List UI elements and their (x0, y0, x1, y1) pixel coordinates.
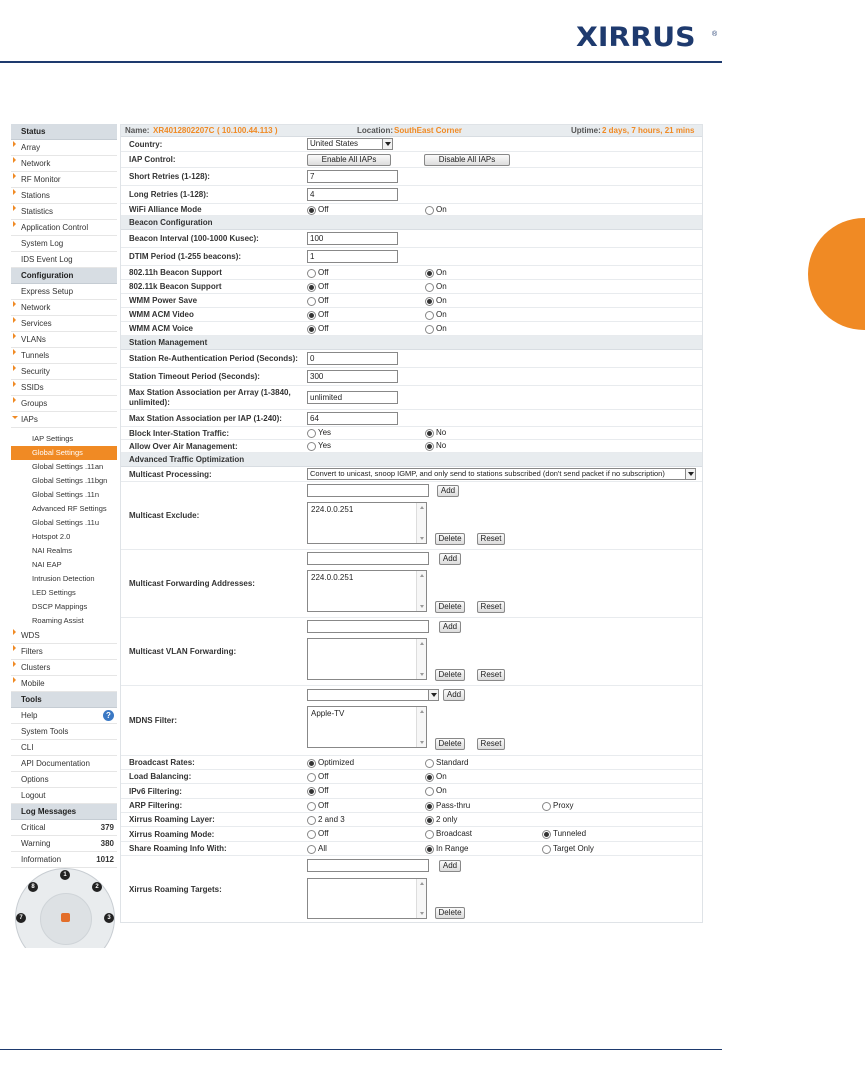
share-roam-label: Share Roaming Info With: (129, 844, 227, 853)
roam-layer-2and3-radio[interactable]: 2 and 3 (307, 815, 345, 825)
timeout-input[interactable]: 300 (307, 370, 398, 383)
sidebar-item-label: Groups (21, 399, 48, 408)
share-roam-target-radio[interactable]: Target Only (542, 844, 594, 854)
sidebar-item-label: Clusters (21, 663, 51, 672)
mc-exclude-delete-button[interactable]: Delete (435, 533, 465, 545)
sidebar-section-tools (11, 692, 117, 708)
mdns-delete-button[interactable]: Delete (435, 738, 465, 750)
mc-exclude-add-button[interactable]: Add (437, 485, 459, 497)
mdns-select[interactable] (307, 689, 439, 701)
sidebar-item-label: SSIDs (21, 383, 44, 392)
sidebar-item-network[interactable] (11, 300, 117, 316)
iap-8-indicator[interactable]: 8 (28, 882, 38, 892)
mc-vlan-input[interactable] (307, 620, 429, 633)
beacon-interval-label: Beacon Interval (100-1000 Kusec): (129, 234, 259, 243)
scrollbar[interactable] (416, 571, 426, 611)
sidebar-item-label: IDS Event Log (21, 255, 73, 264)
help-icon[interactable]: ? (103, 710, 114, 721)
mc-vlan-delete-button[interactable]: Delete (435, 669, 465, 681)
sidebar-subitem-advanced-rf-settings[interactable]: Advanced RF Settings (11, 502, 117, 516)
scrollbar[interactable] (416, 639, 426, 679)
mc-exclude-label: Multicast Exclude: (129, 511, 200, 520)
wmm-voice-off-radio[interactable]: Off (307, 324, 329, 334)
log-count: 1012 (96, 855, 114, 864)
short-retries-input[interactable]: 7 (307, 170, 398, 183)
mc-exclude-row (121, 482, 702, 550)
b80211k-on-radio[interactable]: On (425, 282, 447, 292)
sidebar-subitem-led-settings[interactable]: LED Settings (11, 586, 117, 600)
ipv6-off-radio[interactable]: Off (307, 786, 329, 796)
mc-vlan-list[interactable] (307, 638, 427, 680)
mc-exclude-item: 224.0.0.251 (311, 505, 354, 514)
mdns-reset-button[interactable]: Reset (477, 738, 505, 750)
sidebar-item-label: Tools (21, 695, 42, 704)
enable-all-iaps-button[interactable]: Enable All IAPs (307, 154, 391, 166)
max-array-input[interactable]: unlimited (307, 391, 398, 404)
b80211h-on-radio[interactable]: On (425, 268, 447, 278)
timeout-label: Station Timeout Period (Seconds): (129, 372, 260, 381)
sidebar-item-mobile[interactable] (11, 676, 117, 692)
beacon-interval-row (121, 230, 702, 248)
max-array-row (121, 386, 702, 410)
reauth-row (121, 350, 702, 368)
broadcast-row (121, 756, 702, 770)
mc-processing-select[interactable] (307, 468, 696, 480)
sidebar-item-label: CLI (21, 743, 34, 752)
broadcast-optimized-radio[interactable]: Optimized (307, 758, 354, 768)
sidebar-item-services[interactable] (11, 316, 117, 332)
mc-processing-label: Multicast Processing: (129, 469, 212, 479)
share-roam-inrange-radio[interactable]: In Range (425, 844, 468, 854)
array-disc (15, 868, 115, 948)
block-inter-label: Block Inter-Station Traffic: (129, 428, 230, 438)
sidebar-item-label: Network (21, 159, 51, 168)
uptime-value: 2 days, 7 hours, 21 mins (602, 126, 695, 135)
array-image[interactable] (13, 866, 117, 948)
mc-processing-row (121, 467, 702, 482)
load-bal-row (121, 770, 702, 784)
mc-forward-add-button[interactable]: Add (439, 553, 461, 565)
sidebar-section-configuration (11, 268, 117, 284)
sidebar-item-ssids[interactable] (11, 380, 117, 396)
sidebar-item-label: Services (21, 319, 52, 328)
sidebar-item-help[interactable] (11, 708, 117, 724)
arp-off-radio[interactable]: Off (307, 801, 329, 811)
wmm-video-on-radio[interactable]: On (425, 310, 447, 320)
country-select[interactable] (307, 138, 393, 150)
b80211k-label: 802.11k Beacon Support (129, 282, 222, 291)
short-retries-label: Short Retries (1-128): (129, 172, 210, 181)
log-label: Information (21, 855, 62, 864)
mc-vlan-label: Multicast VLAN Forwarding: (129, 647, 237, 656)
wmm-voice-label: WMM ACM Voice (129, 324, 193, 333)
roam-mode-broadcast-radio[interactable]: Broadcast (425, 829, 472, 839)
sidebar-item-application-control[interactable] (11, 220, 117, 236)
sidebar-item-label: Security (21, 367, 50, 376)
sidebar-subitem-nai-eap[interactable]: NAI EAP (11, 558, 117, 572)
iap-2-indicator[interactable]: 2 (92, 882, 102, 892)
sidebar-subitem-dscp-mappings[interactable]: DSCP Mappings (11, 600, 117, 614)
roam-layer-label: Xirrus Roaming Layer: (129, 815, 215, 824)
global-settings-panel (120, 124, 703, 923)
wmm-video-label: WMM ACM Video (129, 310, 194, 319)
sidebar-subitem-global-settings[interactable]: Global Settings (11, 446, 117, 460)
mdns-list[interactable] (307, 706, 427, 748)
sidebar-item-filters[interactable] (11, 644, 117, 660)
sidebar-item-label: Application Control (21, 223, 89, 232)
mc-forward-input[interactable] (307, 552, 429, 565)
block-inter-no-radio[interactable]: No (425, 428, 446, 438)
sidebar-item-clusters[interactable] (11, 660, 117, 676)
short-retries-row (121, 168, 702, 186)
over-air-label: Allow Over Air Management: (129, 441, 238, 451)
over-air-no-radio[interactable]: No (425, 441, 446, 451)
country-label: Country: (129, 139, 163, 149)
country-row (121, 137, 702, 152)
log-critical[interactable] (11, 820, 117, 836)
roam-targets-row (121, 856, 702, 922)
mc-forward-reset-button[interactable]: Reset (477, 601, 505, 613)
array-name: XR4012802207C (153, 126, 215, 135)
wifi-alliance-on-radio[interactable]: On (425, 205, 447, 215)
mc-forward-label: Multicast Forwarding Addresses: (129, 579, 255, 588)
sidebar-item-label: Statistics (21, 207, 54, 216)
sidebar-item-label: WDS (21, 631, 40, 640)
share-roam-all-radio[interactable]: All (307, 844, 327, 854)
roam-targets-label: Xirrus Roaming Targets: (129, 884, 222, 894)
scrollbar[interactable] (416, 879, 426, 918)
sidebar-item-system-tools[interactable] (11, 724, 117, 740)
sidebar-subitem-global-settings-11n[interactable]: Global Settings .11n (11, 488, 117, 502)
sidebar-subitem-hotspot-2-0[interactable]: Hotspot 2.0 (11, 530, 117, 544)
mdns-row (121, 686, 702, 756)
b80211h-label: 802.11h Beacon Support (129, 268, 222, 277)
ipv6-on-radio[interactable]: On (425, 786, 447, 796)
header-rule (0, 61, 722, 63)
roam-targets-add-button[interactable]: Add (439, 860, 461, 872)
sidebar-item-wds[interactable] (11, 628, 117, 644)
over-air-row (121, 440, 702, 453)
roam-layer-2only-radio[interactable]: 2 only (425, 815, 457, 825)
sidebar-subitem-roaming-assist[interactable]: Roaming Assist (11, 614, 117, 628)
log-warning[interactable] (11, 836, 117, 852)
ipv6-row (121, 784, 702, 799)
roam-mode-tunneled-radio[interactable]: Tunneled (542, 829, 586, 839)
sidebar-item-system-log[interactable] (11, 236, 117, 252)
sidebar-item-security[interactable] (11, 364, 117, 380)
wmm-video-off-radio[interactable]: Off (307, 310, 329, 320)
mdns-label: MDNS Filter: (129, 716, 177, 725)
beacon-section-header: Beacon Configuration (121, 216, 702, 230)
sidebar-subitem-global-settings-11bgn[interactable]: Global Settings .11bgn (11, 474, 117, 488)
b80211h-off-radio[interactable]: Off (307, 268, 329, 278)
mc-vlan-reset-button[interactable]: Reset (477, 669, 505, 681)
scrollbar[interactable] (416, 503, 426, 543)
sidebar-subitem-global-settings-11an[interactable]: Global Settings .11an (11, 460, 117, 474)
max-array-label: Max Station Association per Array (1-3840, unlimited): (129, 387, 291, 407)
broadcast-label: Broadcast Rates: (129, 758, 195, 767)
sidebar-item-array[interactable] (11, 140, 117, 156)
sidebar-item-statistics[interactable] (11, 204, 117, 220)
roam-targets-list[interactable] (307, 878, 427, 919)
sidebar-item-label: Tunnels (21, 351, 50, 360)
name-label: Name: (125, 126, 150, 135)
wifi-alliance-off-radio[interactable]: Off (307, 205, 329, 215)
traffic-section-header: Advanced Traffic Optimization (121, 453, 702, 467)
max-iap-input[interactable]: 64 (307, 412, 398, 425)
array-led (61, 913, 70, 922)
mdns-item: Apple-TV (311, 709, 345, 718)
over-air-yes-radio[interactable]: Yes (307, 441, 331, 451)
reauth-label: Station Re-Authentication Period (Seconds): (129, 354, 298, 363)
array-ip: ( 10.100.44.113 ) (217, 126, 278, 135)
sidebar-item-ids-event-log[interactable] (11, 252, 117, 268)
dtim-row (121, 248, 702, 266)
sidebar-item-label: Array (21, 143, 41, 152)
footer-rule (0, 1049, 722, 1050)
log-count: 379 (100, 823, 114, 832)
block-inter-row (121, 427, 702, 440)
country-value: United States (310, 139, 359, 148)
sidebar-item-label: System Tools (21, 727, 69, 736)
log-label: Critical (21, 823, 46, 832)
mc-exclude-reset-button[interactable]: Reset (477, 533, 505, 545)
mc-forward-delete-button[interactable]: Delete (435, 601, 465, 613)
wmm-video-row (121, 308, 702, 322)
wmm-ps-off-radio[interactable]: Off (307, 296, 329, 306)
chevron-down-icon (382, 139, 392, 149)
sidebar-nav (11, 124, 117, 868)
sidebar-section-log-messages (11, 804, 117, 820)
iap-control-label: IAP Control: (129, 155, 176, 164)
wifi-alliance-label: WiFi Alliance Mode (129, 205, 202, 214)
arp-row (121, 799, 702, 813)
wmm-ps-on-radio[interactable]: On (425, 296, 447, 306)
load-bal-on-radio[interactable]: On (425, 772, 447, 782)
long-retries-row (121, 186, 702, 204)
sidebar-item-label: Logout (21, 791, 46, 800)
chevron-down-icon (428, 690, 438, 700)
mc-forward-item: 224.0.0.251 (311, 573, 354, 582)
sidebar-section-status (11, 124, 117, 140)
sidebar-item-label: Configuration (21, 271, 74, 280)
roam-mode-off-radio[interactable]: Off (307, 829, 329, 839)
sidebar-item-stations[interactable] (11, 188, 117, 204)
sidebar-subitem-iap-settings[interactable]: IAP Settings (11, 428, 117, 446)
beacon-interval-input[interactable]: 100 (307, 232, 398, 245)
iap-7-indicator[interactable]: 7 (16, 913, 26, 923)
log-label: Warning (21, 839, 51, 848)
roam-mode-label: Xirrus Roaming Mode: (129, 829, 215, 839)
mc-exclude-list[interactable] (307, 502, 427, 544)
sidebar-item-label: API Documentation (21, 759, 90, 768)
sidebar-subitem-nai-realms[interactable]: NAI Realms (11, 544, 117, 558)
load-bal-off-radio[interactable]: Off (307, 772, 329, 782)
mc-forward-list[interactable] (307, 570, 427, 612)
sidebar-item-label: Status (21, 127, 46, 136)
dtim-label: DTIM Period (1-255 beacons): (129, 252, 242, 261)
sidebar-item-label: Filters (21, 647, 43, 656)
registered-mark: ® (712, 31, 718, 38)
mc-processing-value: Convert to unicast, snoop IGMP, and only send to stations subscribed (don't send packet if no subscription) (310, 469, 665, 478)
max-iap-row (121, 410, 702, 427)
sidebar-item-label: RF Monitor (21, 175, 61, 184)
sidebar-item-vlans[interactable] (11, 332, 117, 348)
sidebar-subitem-global-settings-11u[interactable]: Global Settings .11u (11, 516, 117, 530)
sidebar-item-label: Help (21, 711, 38, 720)
location-value: SouthEast Corner (394, 126, 463, 135)
xirrus-logo: XIRRUS (576, 22, 696, 53)
sidebar-item-groups[interactable] (11, 396, 117, 412)
iap-1-indicator[interactable]: 1 (60, 870, 70, 880)
dtim-input[interactable]: 1 (307, 250, 398, 263)
roam-layer-row (121, 813, 702, 827)
reauth-input[interactable]: 0 (307, 352, 398, 365)
scrollbar[interactable] (416, 707, 426, 747)
wmm-ps-row (121, 294, 702, 308)
sidebar-subitem-intrusion-detection[interactable]: Intrusion Detection (11, 572, 117, 586)
load-bal-label: Load Balancing: (129, 772, 192, 781)
sidebar-item-label: Stations (21, 191, 50, 200)
b80211k-row (121, 280, 702, 294)
sidebar-item-label: Options (21, 775, 49, 784)
share-roam-row (121, 842, 702, 856)
sidebar-item-label: VLANs (21, 335, 46, 344)
chevron-down-icon (685, 469, 695, 479)
sidebar-item-cli[interactable] (11, 740, 117, 756)
ipv6-label: IPv6 Filtering: (129, 786, 182, 796)
long-retries-label: Long Retries (1-128): (129, 190, 209, 199)
arp-label: ARP Filtering: (129, 801, 183, 810)
long-retries-input[interactable]: 4 (307, 188, 398, 201)
sidebar-item-iaps[interactable] (11, 412, 117, 428)
b80211k-off-radio[interactable]: Off (307, 282, 329, 292)
mdns-add-button[interactable]: Add (443, 689, 465, 701)
array-info-bar (121, 125, 702, 137)
sidebar-item-api-documentation[interactable] (11, 756, 117, 772)
station-section-header: Station Management (121, 336, 702, 350)
disable-all-iaps-button[interactable]: Disable All IAPs (424, 154, 510, 166)
iap-control-row (121, 152, 702, 168)
sidebar-item-label: Express Setup (21, 287, 74, 296)
sidebar-item-label: Log Messages (21, 807, 77, 816)
arp-passthru-radio[interactable]: Pass-thru (425, 801, 470, 811)
broadcast-standard-radio[interactable]: Standard (425, 758, 468, 768)
block-inter-yes-radio[interactable]: Yes (307, 428, 331, 438)
mc-vlan-add-button[interactable]: Add (439, 621, 461, 633)
sidebar-item-logout[interactable] (11, 788, 117, 804)
sidebar-item-label: System Log (21, 239, 64, 248)
sidebar-item-options[interactable] (11, 772, 117, 788)
location-label: Location: (357, 126, 393, 135)
sidebar-item-tunnels[interactable] (11, 348, 117, 364)
max-iap-label: Max Station Association per IAP (1-240): (129, 413, 282, 423)
page-tab-marker (808, 218, 865, 330)
log-count: 380 (100, 839, 114, 848)
iap-3-indicator[interactable]: 3 (104, 913, 114, 923)
sidebar-item-express-setup[interactable] (11, 284, 117, 300)
b80211h-row (121, 266, 702, 280)
sidebar-item-label: IAPs (21, 415, 38, 424)
timeout-row (121, 368, 702, 386)
sidebar-item-network[interactable] (11, 156, 117, 172)
arp-proxy-radio[interactable]: Proxy (542, 801, 573, 811)
roam-targets-delete-button[interactable]: Delete (435, 907, 465, 919)
wmm-voice-row (121, 322, 702, 336)
wifi-alliance-row (121, 204, 702, 216)
roam-mode-row (121, 827, 702, 842)
sidebar-item-label: Mobile (21, 679, 45, 688)
mc-forward-row (121, 550, 702, 618)
sidebar-item-rf-monitor[interactable] (11, 172, 117, 188)
mc-exclude-input[interactable] (307, 484, 429, 497)
wmm-voice-on-radio[interactable]: On (425, 324, 447, 334)
sidebar-item-label: Network (21, 303, 51, 312)
uptime-label: Uptime: (571, 126, 601, 135)
wmm-ps-label: WMM Power Save (129, 296, 198, 305)
mc-vlan-row (121, 618, 702, 686)
roam-targets-input[interactable] (307, 859, 429, 872)
